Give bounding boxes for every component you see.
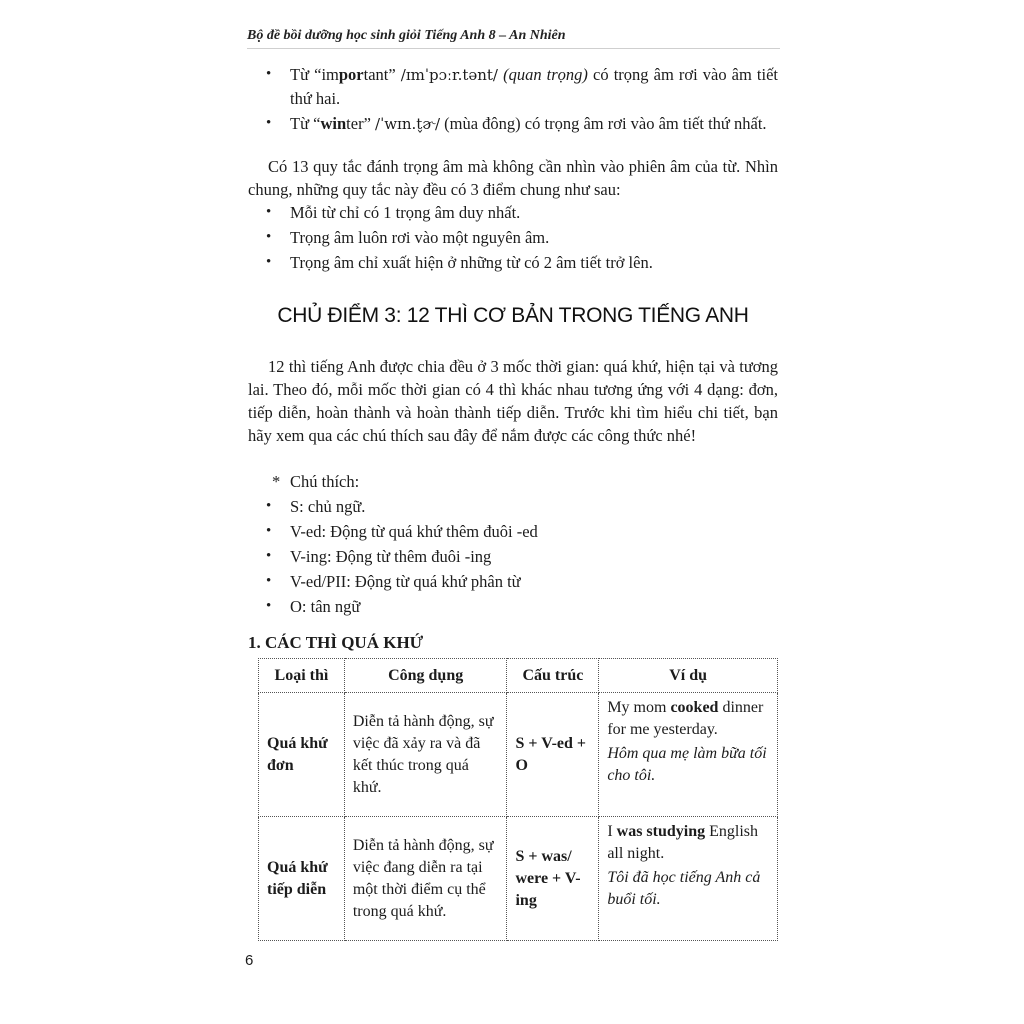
example-translation: Hôm qua mẹ làm bữa tối cho tôi. — [607, 745, 767, 784]
ipa-transcription: /ˈwɪn.t̬ɚ/ — [375, 115, 441, 133]
tense-name: Quá khứ tiếp diễn — [259, 817, 345, 941]
section-title: 1. CÁC THÌ QUÁ KHỨ — [248, 633, 424, 652]
list-item: • S: chủ ngữ. — [262, 495, 778, 518]
rules-intro-paragraph: Có 13 quy tắc đánh trọng âm mà không cần nhìn vào phiên âm của từ. Nhìn chung, những quy tắc này đều có 3 điểm chung như sau: — [248, 157, 778, 199]
list-item: • Từ “winter” /ˈwɪn.t̬ɚ/ (mùa đông) có trọng âm rơi vào âm tiết thứ nhất. — [262, 112, 778, 136]
list-item: • V-ed: Động từ quá khứ thêm đuôi -ed — [262, 520, 778, 543]
list-item: • O: tân ngữ — [262, 595, 778, 618]
ipa-transcription: /ɪmˈpɔːr.tənt/ — [400, 66, 498, 84]
list-item: • Từ “important” /ɪmˈpɔːr.tənt/ (quan trọng) có trọng âm rơi vào âm tiết thứ hai. — [262, 63, 778, 110]
running-header: Bộ đề bồi dưỡng học sinh giỏi Tiếng Anh 8 – An Nhiên — [247, 28, 780, 49]
stress-examples-list — [262, 63, 778, 138]
page-number: 6 — [245, 952, 254, 969]
past-tenses-table — [258, 658, 778, 941]
table-row — [259, 693, 778, 817]
tense-structure: S + V-ed + O — [507, 693, 599, 817]
notes-list — [262, 495, 778, 620]
table-row — [259, 817, 778, 941]
column-header: Ví dụ — [599, 659, 778, 693]
tense-example: My mom cooked dinner for me yesterday. Hôm qua mẹ làm bữa tối cho tôi. — [599, 693, 778, 817]
column-header: Công dụng — [344, 659, 507, 693]
example-translation: Tôi đã học tiếng Anh cả buổi tối. — [607, 869, 761, 908]
tense-name: Quá khứ đơn — [259, 693, 345, 817]
list-item: • Trọng âm luôn rơi vào một nguyên âm. — [262, 226, 778, 249]
chapter-title: CHỦ ĐIỂM 3: 12 THÌ CƠ BẢN TRONG TIẾNG ANH — [277, 304, 749, 327]
tense-usage: Diễn tả hành động, sự việc đang diễn ra tại một thời điểm cụ thể trong quá khứ. — [344, 817, 507, 941]
tense-usage: Diễn tả hành động, sự việc đã xảy ra và đã kết thúc trong quá khứ. — [344, 693, 507, 817]
tenses-intro-paragraph: 12 thì tiếng Anh được chia đều ở 3 mốc thời gian: quá khứ, hiện tại và tương lai. Theo đó, mỗi mốc thời gian có 4 thì khác nhau tương ứng với 4 dạng: đơn, tiếp diễn, hoàn thành và hoàn thành tiếp diễn. Trước khi tìm hiểu chi tiết, bạn hãy xem qua các chú thích sau đây để nắm được các công thức nhé! — [248, 357, 778, 445]
list-item: • Trọng âm chỉ xuất hiện ở những từ có 2 âm tiết trở lên. — [262, 251, 778, 274]
column-header: Loại thì — [259, 659, 345, 693]
rules-list — [262, 201, 778, 276]
notes-label: * Chú thích: — [272, 472, 360, 491]
tense-example: I was studying English all night. Tôi đã học tiếng Anh cả buổi tối. — [599, 817, 778, 941]
list-item: • Mỗi từ chỉ có 1 trọng âm duy nhất. — [262, 201, 778, 224]
list-item: • V-ing: Động từ thêm đuôi -ing — [262, 545, 778, 568]
table-header-row — [259, 659, 778, 693]
column-header: Cấu trúc — [507, 659, 599, 693]
list-item: • V-ed/PII: Động từ quá khứ phân từ — [262, 570, 778, 593]
tense-structure: S + was/ were + V-ing — [507, 817, 599, 941]
